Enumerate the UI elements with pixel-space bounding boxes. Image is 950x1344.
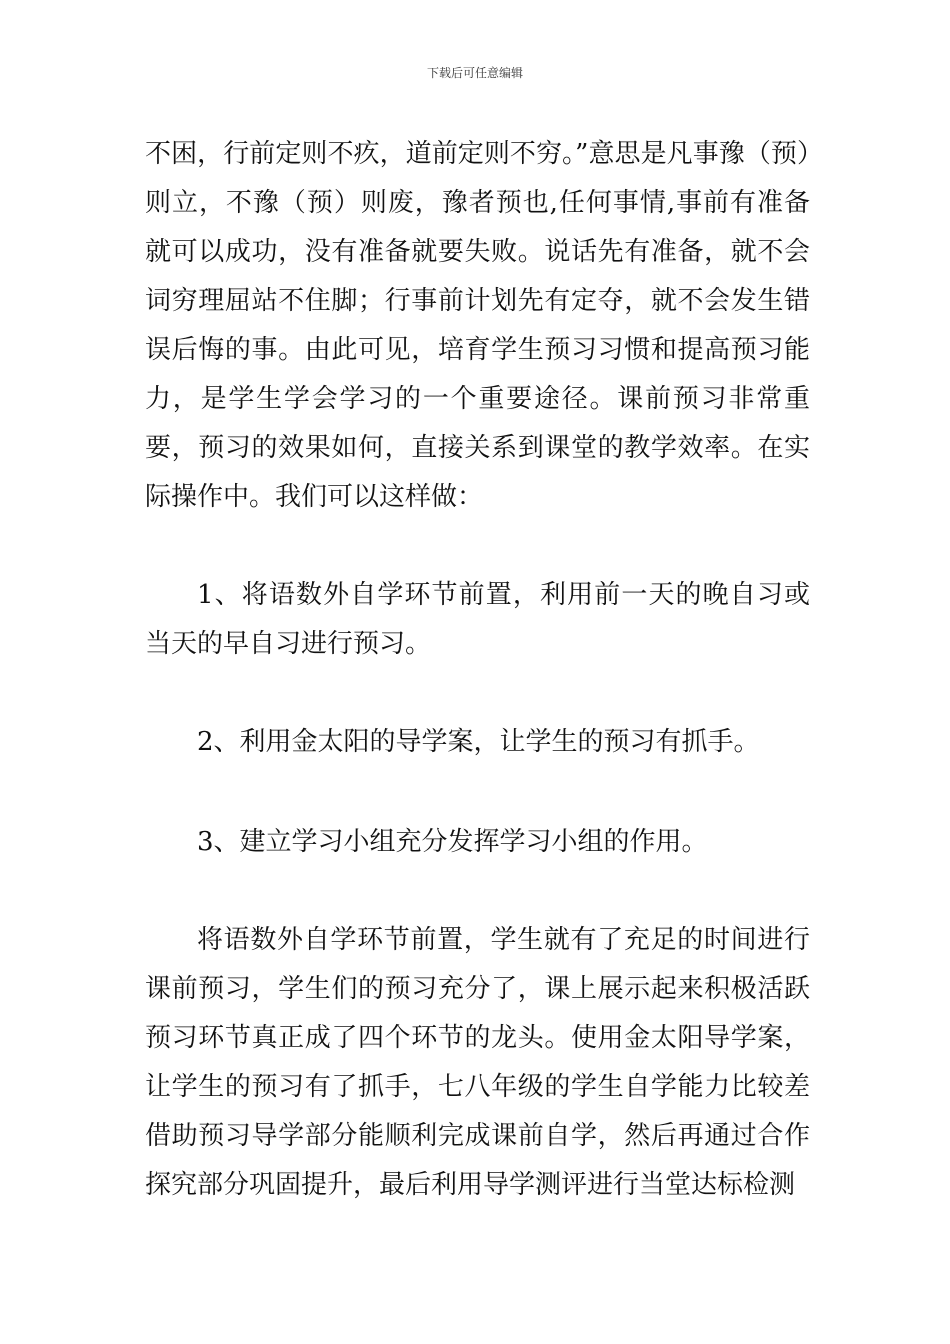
list-item-1: 1、将语数外自学环节前置，利用前一天的晚自习或当天的早自习进行预习。	[145, 580, 810, 659]
paragraph-gap	[145, 867, 810, 916]
paragraph-gap	[145, 669, 810, 718]
paragraph-gap	[145, 522, 810, 571]
paragraph-gap	[145, 767, 810, 818]
list-item-2: 2、利用金太阳的导学案，让学生的预习有抓手。	[197, 727, 760, 757]
document-body	[145, 130, 810, 1210]
paragraph-implementation: 将语数外自学环节前置，学生就有了充足的时间进行课前预习，学生们的预习充分了，课上展示起来积极活跃预习环节真正成了四个环节的龙头。使用金太阳导学案，让学生的预习有了抓手，七八年级的学生自学能力比较差借助预习导学部分能顺利完成课前自学，然后再通过合作探究部分巩固提升，最后利用导学测评进行当堂达标检测	[145, 925, 810, 1200]
paragraph-preview-importance: 不困，行前定则不疚，道前定则不穷。”意思是凡事豫（预）则立，不豫（预）则废，豫者预也,任何事情,事前有准备就可以成功，没有准备就要失败。说话先有准备，就不会词穷理屈站不住脚；行事前计划先有定夺，就不会发生错误后悔的事。由此可见，培育学生预习习惯和提高预习能力，是学生学会学习的一个重要途径。课前预习非常重要，预习的效果如何，直接关系到课堂的教学效率。在实际操作中。我们可以这样做：	[145, 139, 810, 512]
page-header: 下载后可任意编辑	[426, 66, 523, 80]
list-item-3: 3、建立学习小组充分发挥学习小组的作用。	[197, 827, 708, 857]
